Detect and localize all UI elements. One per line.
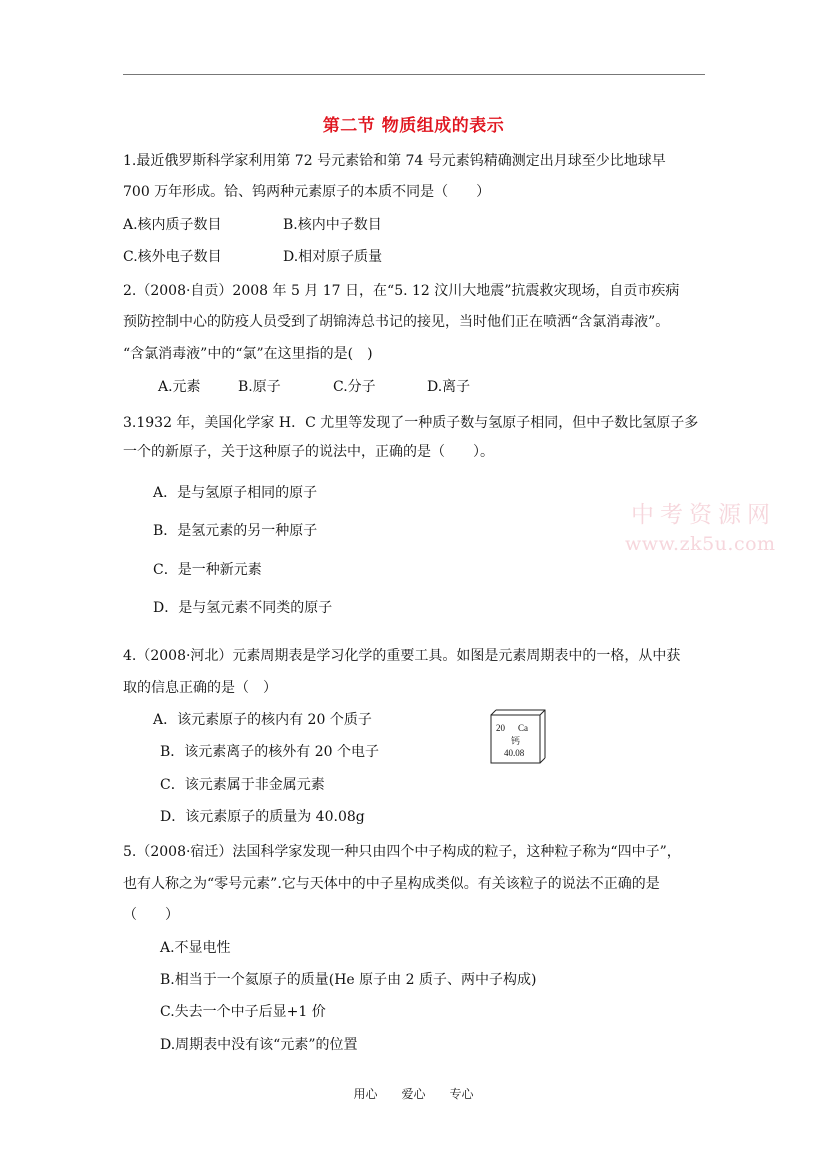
- q1-option-d: D.相对原子质量: [283, 249, 383, 265]
- cell-element-name: 钙: [511, 737, 521, 747]
- page-footer: 用心 爱心 专心: [353, 1087, 474, 1101]
- periodic-cell-graphic: [490, 709, 546, 764]
- periodic-table-cell: [490, 709, 546, 764]
- q2-option-b: B.原子: [238, 379, 281, 395]
- q5-option-c: C.失去一个中子后显+1 价: [160, 1004, 326, 1020]
- q2-stem-line2: 预防控制中心的防疫人员受到了胡锦涛总书记的接见，当时他们正在喷洒“含氯消毒液”。: [123, 314, 670, 330]
- q4-option-b: B．该元素离子的核外有 20 个电子: [160, 744, 380, 760]
- cell-atomic-number: 20: [496, 723, 505, 733]
- page-title: 第二节 物质组成的表示: [322, 116, 505, 136]
- q2-stem-line1: 2.（2008·自贡）2008 年 5 月 17 日，在“5. 12 汶川大地震”抗震救灾现场，自贡市疾病: [123, 283, 680, 299]
- q1-option-b: B.核内中子数目: [283, 217, 382, 233]
- q1-option-c: C.核外电子数目: [123, 249, 222, 265]
- q5-stem-line2: 也有人称之为“零号元素”.它与天体中的中子星构成类似。有关该粒子的说法不正确的是: [123, 876, 660, 892]
- q1-option-a: A.核内质子数目: [123, 217, 222, 233]
- q1-stem-line2: 700 万年形成。铪、钨两种元素原子的本质不同是（ ）: [123, 184, 491, 200]
- q4-stem-line1: 4.（2008·河北）元素周期表是学习化学的重要工具。如图是元素周期表中的一格，从中获: [123, 648, 681, 664]
- q2-option-d: D.离子: [427, 379, 471, 395]
- q3-stem-line2: 一个的新原子，关于这种原子的说法中，正确的是（ ）。: [123, 444, 494, 460]
- q3-option-a: A．是与氢原子相同的原子: [153, 485, 318, 501]
- cell-atomic-mass: 40.08: [504, 748, 525, 758]
- q4-option-c: C．该元素属于非金属元素: [160, 777, 325, 793]
- q3-option-c: C．是一种新元素: [153, 562, 262, 578]
- q4-stem-line2: 取的信息正确的是（ ）: [123, 680, 277, 696]
- q2-option-a: A.元素: [158, 379, 201, 395]
- q3-stem-line1: 3.1932 年，美国化学家 H．C 尤里等发现了一种质子数与氢原子相同，但中子数比氢原子多: [123, 415, 699, 431]
- q3-option-d: D．是与氢元素不同类的原子: [153, 600, 333, 616]
- watermark-url: www.zk5u.com: [625, 533, 776, 555]
- q4-option-d: D．该元素原子的质量为 40.08g: [160, 809, 365, 825]
- q4-option-a: A．该元素原子的核内有 20 个质子: [153, 712, 372, 728]
- cell-symbol: Ca: [518, 723, 528, 733]
- q5-stem-line1: 5.（2008·宿迁）法国科学家发现一种只由四个中子构成的粒子，这种粒子称为“四中子”，: [123, 844, 681, 860]
- watermark-text: 中考资源网: [631, 502, 776, 528]
- q5-stem-line3: （ ）: [123, 907, 179, 923]
- q2-option-c: C.分子: [333, 379, 376, 395]
- q5-option-a: A.不显电性: [160, 940, 231, 956]
- q2-stem-line3: “含氯消毒液”中的“氯”在这里指的是( ): [123, 346, 373, 362]
- q5-option-d: D.周期表中没有该“元素”的位置: [160, 1037, 358, 1053]
- q3-option-b: B．是氢元素的另一种原子: [153, 523, 318, 539]
- q5-option-b: B.相当于一个氦原子的质量(He 原子由 2 质子、两中子构成): [160, 972, 537, 988]
- header-rule: [123, 74, 705, 75]
- q1-stem-line1: 1.最近俄罗斯科学家利用第 72 号元素铪和第 74 号元素钨精确测定出月球至少比地球早: [123, 153, 666, 169]
